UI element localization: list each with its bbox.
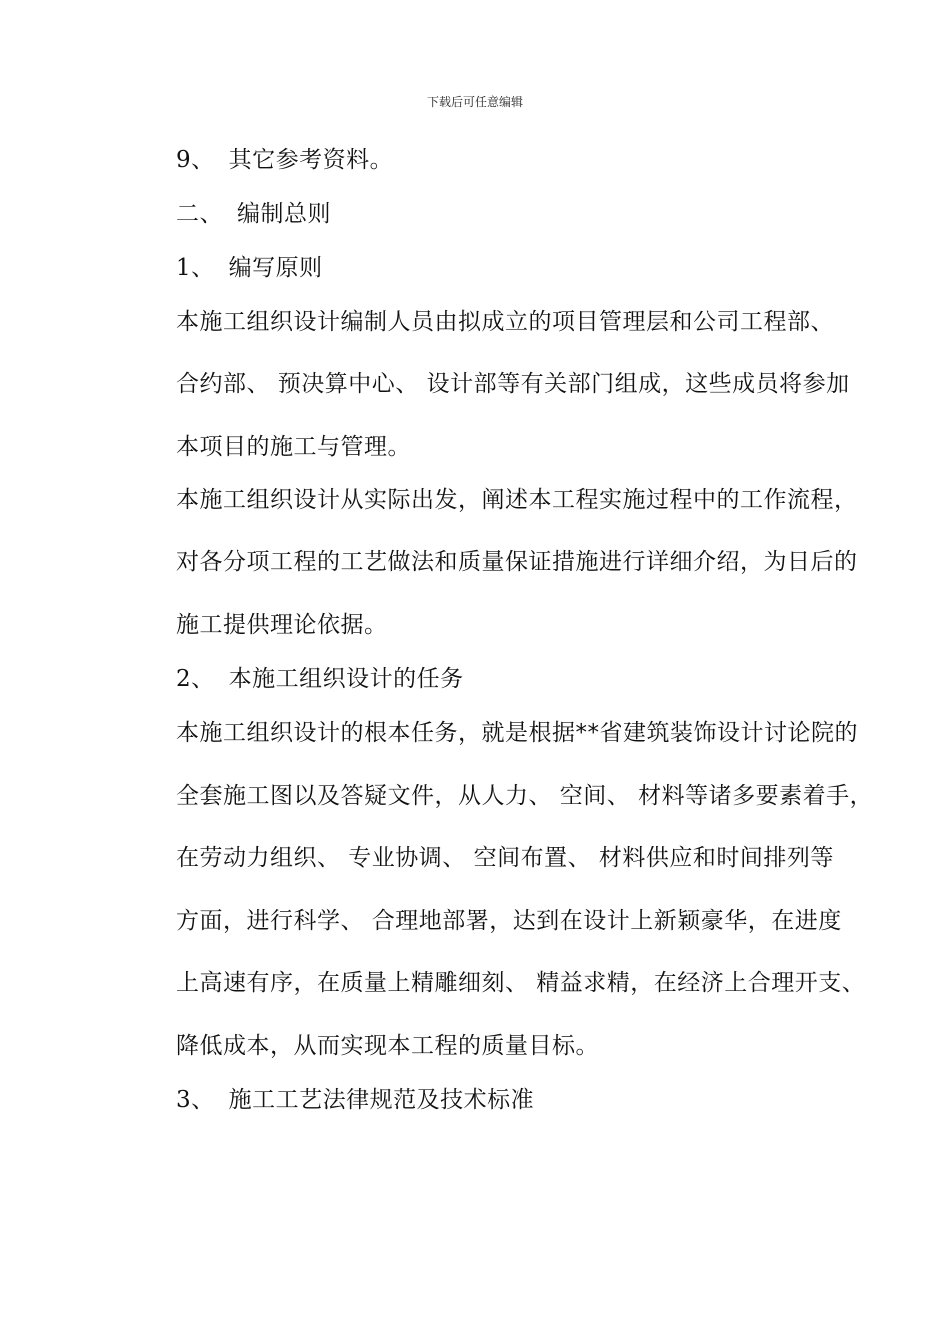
paragraph-line: 降低成本，从而实现本工程的质量目标。 — [176, 1033, 599, 1059]
paragraph-line: 方面，进行科学、 合理地部署，达到在设计上新颖豪华，在进度 — [176, 908, 842, 934]
item-text: 其它参考资料。 — [228, 147, 394, 173]
paragraph-line: 本项目的施工与管理。 — [176, 434, 411, 460]
paragraph-line: 对各分项工程的工艺做法和质量保证措施进行详细介绍，为日后的 — [176, 549, 858, 575]
paragraph-line: 施工提供理论依据。 — [176, 612, 388, 638]
item-text: 本施工组织设计的任务 — [228, 666, 464, 692]
item-number: 二、 — [176, 201, 223, 227]
item-text: 编制总则 — [237, 201, 331, 227]
section-heading — [176, 199, 331, 229]
subsection-heading — [176, 1085, 534, 1115]
item-number: 3、 — [176, 1087, 215, 1113]
paragraph-line: 上高速有序，在质量上精雕细刻、 精益求精，在经济上合理开支、 — [176, 970, 866, 996]
paragraph-line: 在劳动力组织、 专业协调、 空间布置、 材料供应和时间排列等 — [176, 845, 834, 871]
paragraph-line: 本施工组织设计从实际出发，阐述本工程实施过程中的工作流程， — [176, 487, 858, 513]
paragraph-line: 合约部、 预决算中心、 设计部等有关部门组成，这些成员将参加 — [176, 371, 850, 397]
item-number: 1、 — [176, 255, 215, 281]
item-number: 2、 — [176, 666, 215, 692]
item-number: 9、 — [176, 147, 215, 173]
subsection-heading — [176, 253, 323, 283]
paragraph-line: 本施工组织设计的根本任务，就是根据**省建筑装饰设计讨论院的 — [176, 720, 858, 746]
page-header: 下载后可任意编辑 — [426, 95, 523, 109]
paragraph-line: 全套施工图以及答疑文件，从人力、 空间、 材料等诸多要素着手， — [176, 783, 874, 809]
list-item — [176, 145, 393, 175]
paragraph-line: 本施工组织设计编制人员由拟成立的项目管理层和公司工程部、 — [176, 309, 834, 335]
subsection-heading — [176, 664, 464, 694]
item-text: 施工工艺法律规范及技术标准 — [228, 1087, 535, 1113]
item-text: 编写原则 — [228, 255, 323, 281]
